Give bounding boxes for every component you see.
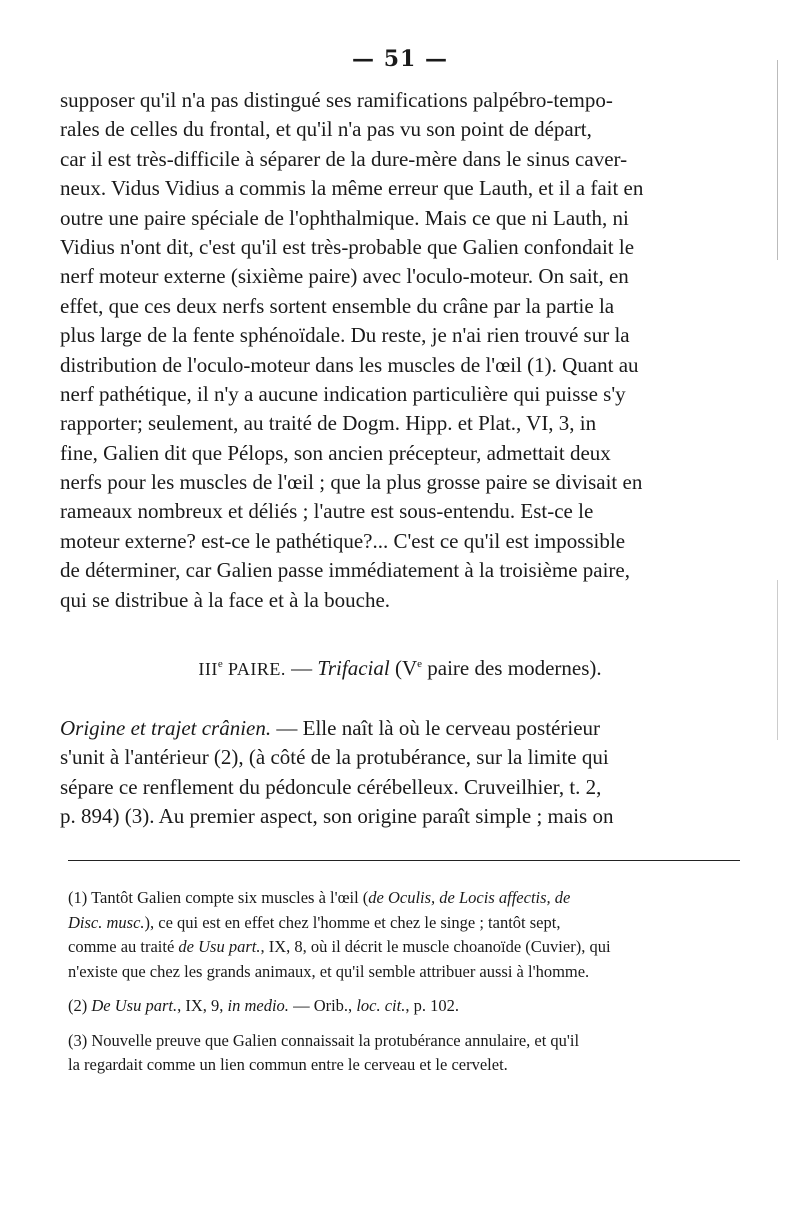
subsection-title: Origine et trajet crânien. — [60, 716, 272, 740]
paragraph-line: moteur externe? est-ce le pathétique?... C'est ce qu'il est impossible — [60, 528, 626, 553]
paragraph-line: qui se distribue à la face et à la bouche. — [60, 587, 391, 612]
paragraph-line: rapporter; seulement, au traité de Dogm. Hipp. et Plat., VI, 3, in — [60, 411, 597, 436]
footnote-text: (1) Tantôt Galien compte six muscles à l'œil ( — [68, 888, 369, 907]
footnote-citation: de Oculis, de Locis affectis, de — [368, 888, 571, 907]
footnote-separator — [68, 860, 740, 861]
main-paragraph — [60, 86, 740, 615]
paragraph-line: fine, Galien dit que Pélops, son ancien précepteur, admettait deux — [60, 440, 611, 465]
paragraph-line: rales de celles du frontal, et qu'il n'a pas vu son point de départ, — [60, 117, 592, 142]
footnote-1-line — [68, 911, 740, 936]
page-number: — 51 — — [352, 46, 448, 72]
footnote-citation: loc. cit. — [356, 996, 406, 1015]
paragraph-line: sépare ce renflement du pédoncule cérébelleux. Cruveilhier, t. 2, — [60, 774, 602, 799]
footnotes — [68, 886, 740, 1078]
footnote-citation: in medio. — [227, 996, 289, 1015]
subsection-first-line — [60, 714, 740, 743]
footnote-1-line — [68, 935, 740, 960]
heading-paren-open: (V — [394, 656, 418, 680]
footnote-text: , p. 102. — [405, 996, 459, 1015]
footnote-text: (2) — [68, 996, 92, 1015]
heading-numeral: III — [198, 659, 218, 679]
footnote-citation: de Usu part. — [178, 937, 261, 956]
footnote-text: — Orib., — [288, 996, 357, 1015]
paragraph-line: de déterminer, car Galien passe immédiatement à la troisième paire, — [60, 558, 630, 583]
paragraph-line: effet, que ces deux nerfs sortent ensemble du crâne par la partie la — [60, 293, 615, 318]
footnote-text: comme au traité — [68, 937, 179, 956]
paragraph-line: rameaux nombreux et déliés ; l'autre est sous-entendu. Est-ce le — [60, 499, 594, 524]
page-edge-shadow — [777, 60, 778, 260]
paragraph-line: Vidius n'ont dit, c'est qu'il est très-probable que Galien confondait le — [60, 234, 635, 259]
footnote-3-line: (3) Nouvelle preuve que Galien connaissait la protubérance annulaire, et qu'il — [68, 1030, 580, 1050]
heading-numeral-sup: e — [217, 658, 223, 670]
paragraph-line: distribution de l'oculo-moteur dans les muscles de l'œil (1). Quant au — [60, 352, 639, 377]
paragraph-line: p. 894) (3). Au premier aspect, son origine paraît simple ; mais on — [60, 804, 614, 829]
footnote-3-line: la regardait comme un lien commun entre le cerveau et le cervelet. — [68, 1055, 508, 1074]
footnote-text: , IX, 8, où il décrit le muscle choanoïde (Cuvier), qui — [260, 937, 611, 956]
footnote-citation: Disc. musc. — [68, 912, 145, 932]
paragraph-line: nerfs pour les muscles de l'œil ; que la plus grosse paire se divisait en — [60, 470, 643, 495]
footnote-1-line — [68, 886, 740, 911]
footnote-text: , IX, 9, — [177, 996, 228, 1015]
heading-label: PAIRE. — [227, 659, 286, 679]
paragraph-line: car il est très-difficile à séparer de la dure-mère dans le sinus caver- — [60, 146, 628, 171]
subsection-paragraph — [60, 714, 740, 832]
footnote-citation: De Usu part. — [91, 996, 178, 1015]
paragraph-line: — Elle naît là où le cerveau postérieur — [271, 716, 601, 740]
footnote-2-line — [68, 994, 740, 1019]
paragraph-line: s'unit à l'antérieur (2), (à côté de la protubérance, sur la limite qui — [60, 745, 609, 770]
heading-title: Trifacial — [317, 656, 390, 680]
paragraph-line: outre une paire spéciale de l'ophthalmique. Mais ce que ni Lauth, ni — [60, 205, 629, 230]
heading-paren-sup: e — [417, 658, 423, 670]
footnote-text: ), ce qui est en effet chez l'homme et chez le singe ; tantôt sept, — [144, 912, 561, 932]
footnote-1-line: n'existe que chez les grands animaux, et qu'il semble attribuer aussi à l'homme. — [68, 961, 590, 981]
paragraph-line: neux. Vidus Vidius a commis la même erreur que Lauth, et il a fait en — [60, 176, 644, 201]
paragraph-line: nerf moteur externe (sixième paire) avec l'oculo-moteur. On sait, en — [60, 264, 629, 289]
paragraph-line: plus large de la fente sphénoïdale. Du reste, je n'ai rien trouvé sur la — [60, 323, 630, 348]
paragraph-line: nerf pathétique, il n'y a aucune indication particulière qui puisse s'y — [60, 381, 626, 406]
section-heading — [0, 656, 800, 681]
paragraph-line: supposer qu'il n'a pas distingué ses ramifications palpébro-tempo- — [60, 88, 613, 112]
heading-paren-rest: paire des modernes). — [422, 656, 602, 680]
heading-dash: — — [291, 656, 313, 680]
